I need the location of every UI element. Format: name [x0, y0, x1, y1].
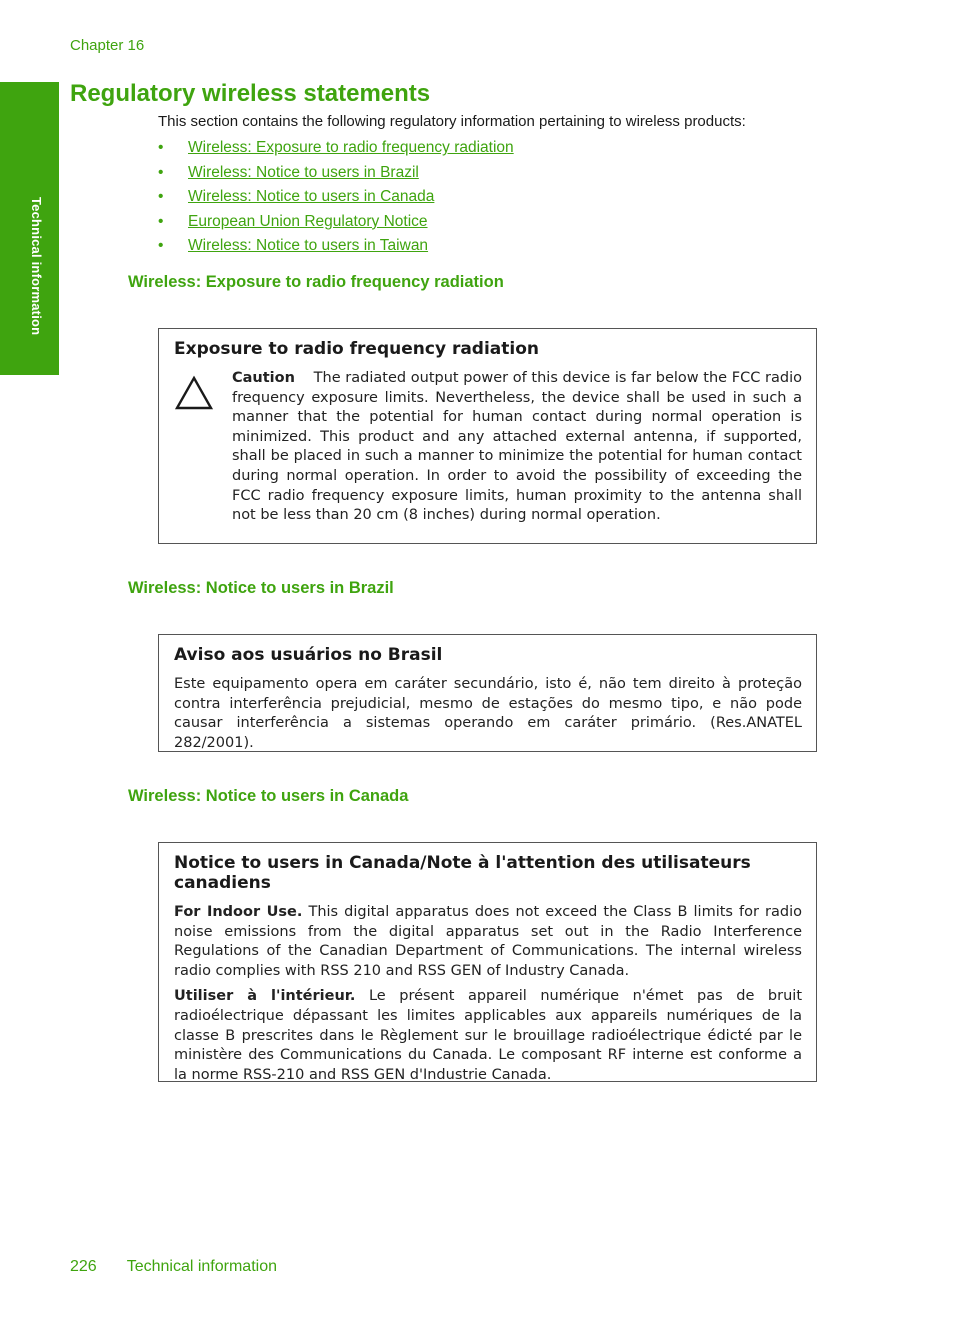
caution-body: The radiated output power of this device is far below the FCC radio frequency exposure limits. Nevertheless, the device shall be used in such a manner that the potential for human contact during normal operation is minimized. This product and any attached external antenna, if supported, shall be placed in such a manner to minimize the potential for human contact during normal operation. In order to avoid the possibility of exceeding the FCC radio frequency exposure limits, human proximity to the antenna shall not be less than 20 cm (8 inches) during normal operation.	[232, 370, 803, 524]
section-heading-canada: Wireless: Notice to users in Canada	[128, 787, 409, 805]
chapter-label: Chapter 16	[70, 37, 145, 54]
toc-link-brazil[interactable]: Wireless: Notice to users in Brazil	[188, 163, 419, 181]
caution-text-block	[232, 369, 802, 526]
page-footer	[70, 1258, 277, 1276]
canada-english-text	[174, 903, 802, 981]
canada-box-title: Notice to users in Canada/Note à l'attention des utilisateurs canadiens	[174, 853, 751, 893]
bullet: •	[158, 163, 164, 181]
toc-item	[158, 210, 514, 235]
section-heading-rf-exposure: Wireless: Exposure to radio frequency radiation	[128, 273, 504, 291]
indoor-use-label: For Indoor Use.	[174, 904, 303, 920]
rf-exposure-box	[158, 328, 817, 544]
canada-french-text	[174, 987, 802, 1085]
footer-section: Technical information	[126, 1258, 277, 1275]
caution-row	[174, 369, 802, 526]
toc-item	[158, 136, 514, 161]
intro-text: This section contains the following regulatory information pertaining to wireless products:	[158, 113, 746, 130]
indoor-use-body: This digital apparatus does not exceed the Class B limits for radio noise emissions from the digital apparatus set out in the Radio Interference Regulations of the Canadian Department of Communications. The internal wireless radio complies with RSS 210 and RSS GEN of Industry Canada.	[174, 904, 803, 979]
brazil-text: Este equipamento opera em caráter secundário, isto é, não tem direito à proteção contra interferência prejudicial, mesmo de estações do mesmo tipo, e não pode causar interferência a sistemas operando em caráter primário. (Res.ANATEL 282/2001).	[174, 676, 802, 751]
brazil-box	[158, 634, 817, 752]
rf-box-title: Exposure to radio frequency radiation	[174, 339, 540, 359]
interieur-body: Le présent appareil numérique n'émet pas de bruit radioélectrique dépassant les limites applicables aux appareils numériques de la classe B prescrites dans le Règlement sur le brouillage radioélectrique édicté par le ministère des Communications du Canada. Le composant RF interne est conforme a la norme RSS-210 and RSS GEN d'Industrie Canada.	[174, 988, 803, 1083]
toc-link-canada[interactable]: Wireless: Notice to users in Canada	[188, 188, 435, 206]
caution-label: Caution	[232, 370, 295, 386]
canada-box	[158, 842, 817, 1082]
bullet: •	[158, 188, 164, 206]
interieur-label: Utiliser à l'intérieur.	[174, 988, 356, 1005]
toc-item	[158, 161, 514, 186]
toc-link-rf-exposure[interactable]: Wireless: Exposure to radio frequency radiation	[188, 139, 514, 157]
bullet: •	[158, 139, 164, 157]
toc-link-taiwan[interactable]: Wireless: Notice to users in Taiwan	[188, 237, 429, 255]
toc-link-eu[interactable]: European Union Regulatory Notice	[188, 212, 428, 230]
toc-item	[158, 234, 514, 259]
page-number: 226	[70, 1258, 97, 1275]
toc-list	[158, 136, 514, 259]
toc-item	[158, 185, 514, 210]
side-tab-label: Technical information	[29, 197, 44, 336]
brazil-box-title: Aviso aos usuários no Brasil	[174, 645, 443, 665]
warning-triangle-icon	[174, 369, 232, 526]
bullet: •	[158, 237, 164, 255]
section-heading-brazil: Wireless: Notice to users in Brazil	[128, 579, 394, 597]
page-title: Regulatory wireless statements	[70, 80, 431, 107]
bullet: •	[158, 212, 164, 230]
